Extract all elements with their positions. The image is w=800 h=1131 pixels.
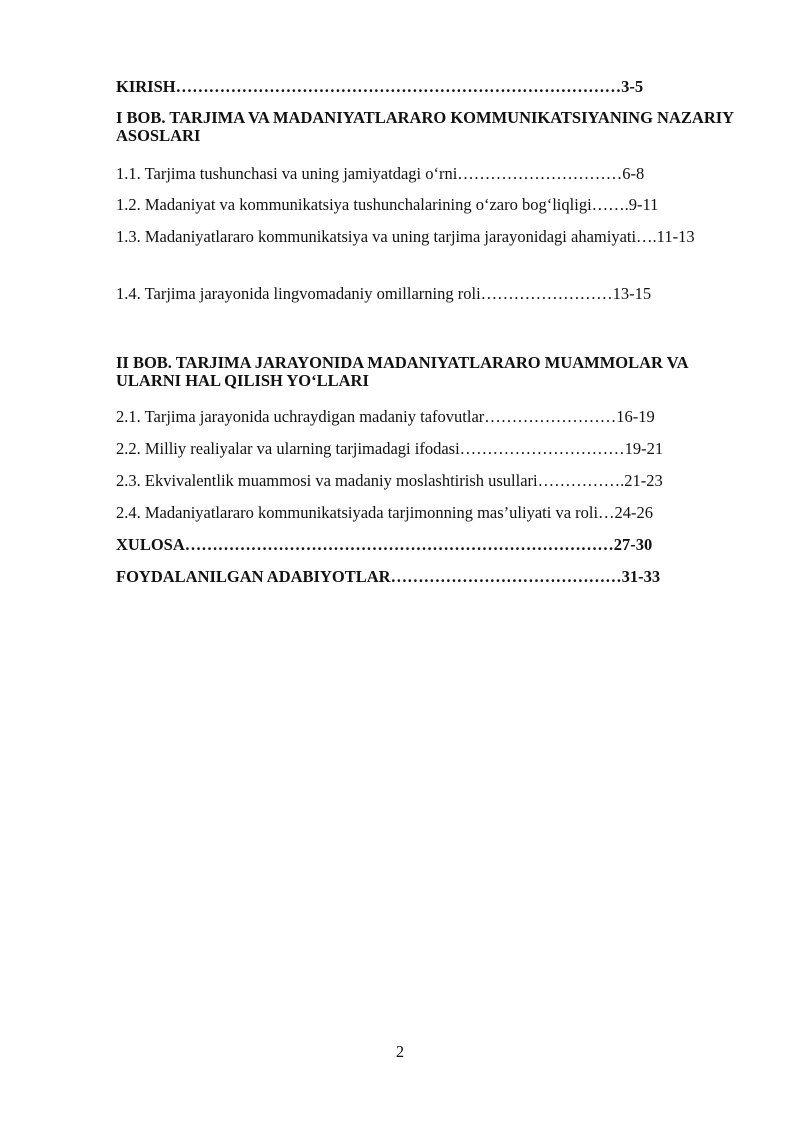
toc-conclusion: XULOSA……………………………………………………………………27-30 [116,535,653,554]
toc-intro: KIRISH………………………………………………………………………3-5 [116,77,644,96]
toc-chapter-1-title: I BOB. TARJIMA VA MADANIYATLARARO KOMMUNIKATSIYANING NAZARIY ASOSLARI [116,108,734,145]
toc-item-1-3: 1.3. Madaniyatlararo kommunikatsiya va uning tarjima jarayonidagi ahamiyati….11-13 [116,227,695,246]
toc-item-2-4: 2.4. Madaniyatlararo kommunikatsiyada tarjimonning mas’uliyati va roli…24-26 [116,503,654,522]
toc-references: FOYDALANILGAN ADABIYOTLAR……………………………………31-33 [116,567,661,586]
toc-item-1-1: 1.1. Tarjima tushunchasi va uning jamiyatdagi o‘rni…………………………6-8 [116,164,645,183]
toc-item-1-2: 1.2. Madaniyat va kommunikatsiya tushunchalarining o‘zaro bog‘liqligi…….9-11 [116,195,659,214]
page-number: 2 [395,1042,405,1061]
toc-item-1-4: 1.4. Tarjima jarayonida lingvomadaniy omillarning roli……………………13-15 [116,284,652,303]
toc-item-2-1: 2.1. Tarjima jarayonida uchraydigan madaniy tafovutlar……………………16-19 [116,407,655,426]
toc-chapter-2-title: II BOB. TARJIMA JARAYONIDA MADANIYATLARARO MUAMMOLAR VA ULARNI HAL QILISH YO‘LLARI [116,353,688,390]
toc-item-2-3: 2.3. Ekvivalentlik muammosi va madaniy moslashtirish usullari…………….21-23 [116,471,663,490]
toc-item-2-2: 2.2. Milliy realiyalar va ularning tarjimadagi ifodasi…………………………19-21 [116,439,664,458]
